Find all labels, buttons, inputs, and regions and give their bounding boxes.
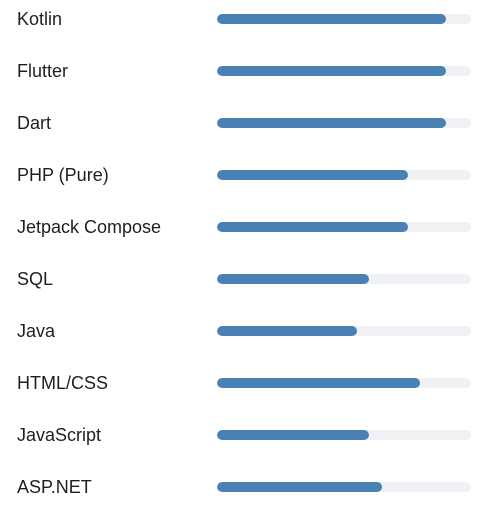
skill-label: PHP (Pure) [17,165,109,185]
skill-row [0,104,482,156]
skill-row [0,0,482,52]
skill-bar-fill [217,66,446,76]
skill-bar-track [217,326,471,336]
skill-row [0,52,482,104]
skill-label: JavaScript [17,425,102,445]
skill-bar-track [217,170,471,180]
skill-bar-track [217,430,471,440]
skill-bar-fill [217,326,357,336]
skill-row [0,468,482,520]
skill-bar-fill [217,170,408,180]
skill-row [0,208,482,260]
skill-label: Flutter [17,61,69,81]
skill-bar-fill [217,378,420,388]
skill-bar-fill [217,430,369,440]
skill-bar-track [217,66,471,76]
skill-row [0,364,482,416]
skill-label: Kotlin [17,9,63,29]
skill-bar-track [217,378,471,388]
skill-bar-track [217,14,471,24]
skill-bar-track [217,274,471,284]
skill-bar-track [217,118,471,128]
skill-label: Jetpack Compose [17,217,162,237]
skill-bar-fill [217,274,369,284]
skill-bar-fill [217,482,382,492]
skill-bar-track [217,482,471,492]
skill-label: SQL [17,269,54,289]
skill-row [0,416,482,468]
skill-bar-fill [217,14,446,24]
skill-bar-track [217,222,471,232]
skill-label: Java [17,321,56,341]
skill-label: HTML/CSS [17,373,109,393]
skill-label: ASP.NET [17,477,92,497]
skill-row [0,156,482,208]
skill-row [0,260,482,312]
skill-label: Dart [17,113,52,133]
skill-row [0,312,482,364]
skill-bar-fill [217,222,408,232]
skill-bar-fill [217,118,446,128]
